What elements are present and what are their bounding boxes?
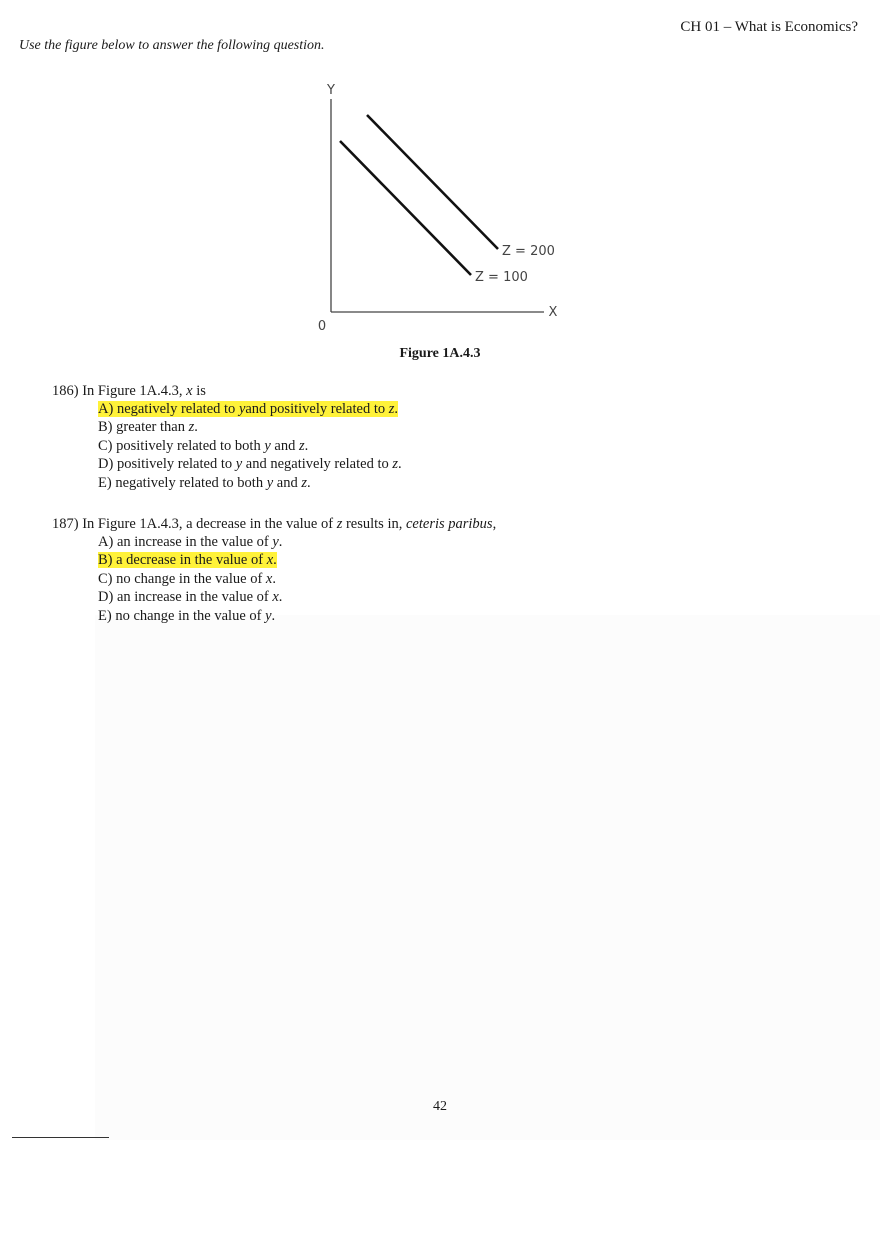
- origin-label: 0: [317, 319, 327, 334]
- curve-z200-label: Z = 200: [502, 244, 555, 259]
- curve-z100-label: Z = 100: [475, 270, 528, 285]
- option-text: negatively related to both: [115, 474, 264, 491]
- option-letter: B): [98, 552, 113, 569]
- option-text: positively related to both: [116, 437, 261, 454]
- option-letter: C): [98, 570, 113, 587]
- footnote-divider: [12, 1137, 109, 1138]
- option-end: .: [278, 589, 283, 606]
- answer-options: [98, 400, 402, 492]
- answer-highlight: [98, 552, 277, 568]
- option-e[interactable]: [98, 474, 402, 492]
- option-b[interactable]: [98, 551, 496, 569]
- option-end: .: [304, 437, 309, 454]
- option-d[interactable]: [98, 455, 402, 473]
- option-mid: and: [276, 474, 298, 491]
- option-letter: D): [98, 589, 114, 606]
- option-letter: B): [98, 419, 113, 436]
- option-end: .: [271, 607, 276, 624]
- option-end: .: [394, 401, 399, 417]
- option-text: no change in the value of: [116, 570, 263, 587]
- question-stem: [52, 382, 402, 400]
- option-letter: E): [98, 607, 112, 624]
- option-letter: D): [98, 456, 114, 473]
- option-var: y: [266, 474, 274, 491]
- option-end: .: [307, 474, 311, 491]
- option-text: no change in the value of: [115, 607, 262, 624]
- stem-italic-term: ceteris paribus: [405, 516, 493, 532]
- option-text: a decrease in the value of: [116, 552, 264, 569]
- option-var: z: [298, 437, 305, 454]
- stem-variable: x: [186, 383, 193, 399]
- option-end: .: [278, 534, 283, 550]
- option-text: an increase in the value of: [116, 589, 269, 606]
- option-c[interactable]: [98, 437, 402, 455]
- option-text: greater than: [116, 419, 185, 436]
- stem-text-end: is: [196, 383, 206, 399]
- option-c[interactable]: [98, 570, 496, 588]
- option-var: z: [392, 456, 399, 473]
- option-text: negatively related to: [116, 401, 236, 417]
- stem-variable: z: [336, 516, 343, 532]
- option-a[interactable]: [98, 533, 496, 551]
- option-var: y: [264, 437, 271, 454]
- curve-z100: [340, 141, 471, 275]
- option-var: z: [188, 419, 195, 436]
- x-axis-label: X: [548, 305, 558, 320]
- option-end: .: [272, 570, 276, 587]
- option-text: an increase in the value of: [116, 534, 269, 550]
- option-var: y: [235, 456, 243, 473]
- option-var: y: [265, 607, 272, 624]
- option-e[interactable]: [98, 607, 496, 625]
- option-text: positively related to: [116, 456, 233, 473]
- option-d[interactable]: [98, 588, 496, 606]
- option-mid: and positively related to: [245, 401, 386, 417]
- option-end: .: [273, 552, 277, 569]
- stem-end: ,: [492, 516, 497, 532]
- instruction-text: Use the figure below to answer the following question.: [19, 38, 325, 53]
- option-letter: E): [98, 474, 112, 491]
- option-var: x: [266, 552, 274, 569]
- stem-text: In Figure 1A.4.3,: [82, 383, 183, 399]
- option-letter: C): [98, 437, 113, 454]
- question-number: 187): [52, 516, 79, 532]
- option-var: y: [272, 534, 279, 550]
- option-end: .: [398, 456, 402, 473]
- answer-options: [98, 533, 496, 625]
- y-axis-label: Y: [327, 83, 335, 98]
- option-var: z: [301, 474, 307, 491]
- option-var: x: [272, 589, 279, 606]
- chapter-header: CH 01 – What is Economics?: [680, 19, 858, 35]
- option-var: x: [265, 570, 273, 587]
- question-number: 186): [52, 383, 79, 399]
- question-187: [52, 515, 496, 625]
- figure-chart: [308, 78, 570, 338]
- curve-z200: [367, 115, 498, 249]
- figure-caption: Figure 1A.4.3: [399, 346, 481, 361]
- option-mid: and: [274, 437, 296, 454]
- option-end: .: [194, 419, 198, 436]
- answer-highlight: [98, 401, 398, 417]
- stem-text-end: results in,: [345, 516, 403, 532]
- option-var: y: [238, 401, 246, 417]
- option-letter: A): [98, 401, 114, 417]
- page-background: [95, 615, 880, 1140]
- page-number: 42: [433, 1099, 447, 1114]
- figure-1a43: [308, 78, 570, 338]
- question-186: [52, 382, 402, 492]
- stem-text: In Figure 1A.4.3, a decrease in the value of: [82, 516, 334, 532]
- option-letter: A): [98, 534, 114, 550]
- option-var: z: [388, 401, 395, 417]
- option-mid: and negatively related to: [245, 456, 389, 473]
- question-stem: [52, 515, 496, 533]
- option-a[interactable]: [98, 400, 402, 418]
- option-b[interactable]: [98, 418, 402, 436]
